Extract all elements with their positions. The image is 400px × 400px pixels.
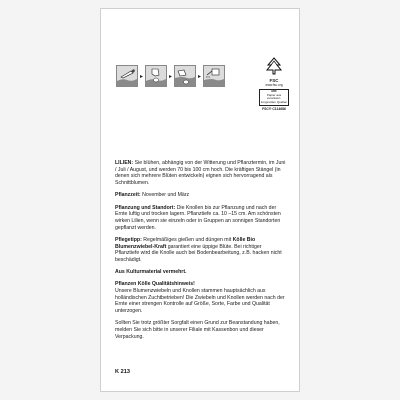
fsc-mix-desc: Papier aus verantwor-tungsvollen Quellen	[260, 92, 288, 104]
fsc-logo-text: FSC	[269, 78, 279, 83]
vermehrt-text: Aus Kulturmaterial vermehrt.	[115, 269, 187, 276]
pflegetipp-text-2: garantiert eine üppige Blüte. Bei richtiger Pflanztiefe wird die Knolle auch bei Bodenbearbeitung, z.B. hacken nicht beschädigt.	[115, 243, 282, 263]
pflanzung-paragraph	[115, 205, 287, 232]
bulb-in-soil-icon	[174, 65, 196, 87]
pflanzung-title: Pflanzung und Standort:	[115, 204, 176, 211]
beanstandung-text: Sollten Sie trotz größter Sorgfalt einen Grund zur Beanstandung haben, melden Sie sich bitte in unserer Filiale mit Kassenbon und dieser Verpackung.	[115, 320, 280, 340]
beanstandung-paragraph	[115, 320, 287, 340]
pflanzung-text: Die Knollen bis zur Pflanzung und nach der Ernte luftig und trocken lagern. Pflanztiefe ca. 10 –15 cm. Am schönsten wirken Lilien, wenn sie einzeln oder in Gruppen an sonnigen Standorten gepflanzt werden.	[115, 204, 281, 231]
hand-planting-bulb-icon	[116, 65, 138, 87]
seed-packet-back	[100, 8, 300, 392]
fsc-url: www.fsc.org	[265, 83, 283, 87]
description-text	[115, 160, 287, 346]
pflegetipp-paragraph	[115, 237, 287, 264]
lilien-paragraph	[115, 160, 287, 187]
pflanzzeit-title: Pflanzzeit:	[115, 192, 141, 199]
fsc-mix-label: MIX	[271, 89, 277, 94]
vermehrt-paragraph	[115, 269, 287, 276]
lilien-title: LILIEN:	[115, 160, 134, 166]
hand-placing-bulb-icon	[145, 65, 167, 87]
fsc-mix-box	[259, 89, 289, 106]
qualitaet-paragraph	[115, 281, 287, 315]
pflanzzeit-text: November und März	[142, 192, 190, 199]
pflegetipp-brand: Kölle Bio Blumenzwiebel-Kraft	[115, 236, 256, 250]
qualitaet-text: Unsere Blumenzwiebeln und Knollen stammen hauptsächlich aus holländischen Zuchtbetrieben! Die Zwiebeln und Knollen werden nach der Ernte einer strengen Kontrolle auf Größe, Sorte, Farbe und Qualität unterzogen.	[115, 288, 285, 315]
arrow-right-icon: ▸	[139, 73, 143, 80]
watering-can-icon	[203, 65, 225, 87]
pflanzzeit-paragraph	[115, 192, 287, 199]
pflegetipp-text-1: Regelmäßiges gießen und düngen mit	[143, 236, 232, 243]
lilien-text: Sie blühen, abhängig von der Witterung und Pflanztermin, im Juni / Juli / August, und werden 70 bis 100 cm hoch. Die kräftigen Stängel (in denen sich mehrere Blüten entwickeln) eignen sich hervorragend als Schnittblumen.	[115, 160, 286, 187]
arrow-right-icon: ▸	[197, 73, 201, 80]
fsc-license-code: FSC® C114686	[262, 106, 286, 111]
fsc-tree-logo-icon	[259, 57, 289, 77]
arrow-right-icon: ▸	[168, 73, 172, 80]
product-code: K 213	[115, 369, 130, 375]
planting-steps	[116, 65, 225, 87]
fsc-label	[259, 57, 289, 111]
pflegetipp-title: Pflegetipp:	[115, 236, 142, 243]
qualitaet-title: Pflanzen Kölle Qualitätshinweis!	[115, 281, 195, 288]
